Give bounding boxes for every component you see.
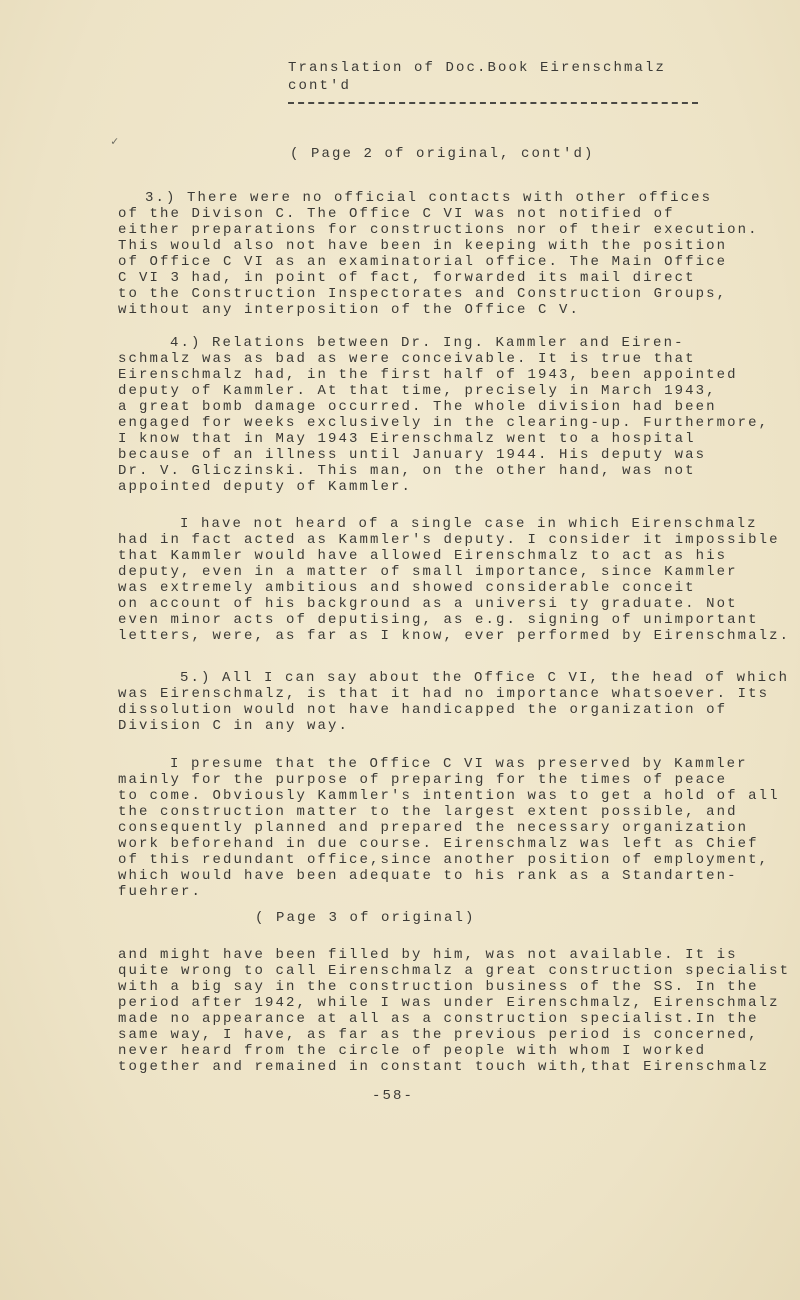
- text-line: without any interposition of the Office C V.: [118, 302, 581, 318]
- text-line: the construction matter to the largest extent possible, and: [118, 804, 738, 820]
- text-line: of the Divison C. The Office C VI was not notified of: [118, 206, 675, 222]
- text-line: mainly for the purpose of preparing for the times of peace: [118, 772, 728, 788]
- text-line: never heard from the circle of people with whom I worked: [118, 1043, 707, 1059]
- text-line: to the Construction Inspectorates and Construction Groups,: [118, 286, 728, 302]
- text-line: 3.) There were no official contacts with other offices: [145, 190, 713, 206]
- text-line: dissolution would not have handicapped the organization of: [118, 702, 728, 718]
- text-line: and might have been filled by him, was not available. It is: [118, 947, 738, 963]
- text-line: a great bomb damage occurred. The whole division had been: [118, 399, 717, 415]
- paragraph-presume: [118, 756, 780, 900]
- document-title: Translation of Doc.Book Eirenschmalz: [288, 60, 667, 76]
- text-line: same way, I have, as far as the previous period is concerned,: [118, 1027, 759, 1043]
- text-line: was Eirenschmalz, is that it had no importance whatsoever. Its: [118, 686, 770, 702]
- contd-label: cont'd: [288, 78, 352, 94]
- page-note-original-2: ( Page 2 of original, cont'd): [290, 146, 595, 162]
- text-line: schmalz was as bad as were conceivable. It is true that: [118, 351, 696, 367]
- text-line: I presume that the Office C VI was preserved by Kammler: [170, 756, 748, 772]
- text-line: because of an illness until January 1944. His deputy was: [118, 447, 707, 463]
- text-line: on account of his background as a universi ty graduate. Not: [118, 596, 738, 612]
- text-line: consequently planned and prepared the necessary organization: [118, 820, 749, 836]
- text-line: either preparations for constructions nor of their execution.: [118, 222, 759, 238]
- page-note-original-3: ( Page 3 of original): [255, 910, 476, 926]
- page-number: -58-: [372, 1088, 415, 1104]
- paragraph-5: [118, 670, 789, 734]
- text-line: together and remained in constant touch with,that Eirenschmalz: [118, 1059, 770, 1075]
- text-line: 4.) Relations between Dr. Ing. Kammler and Eiren-: [170, 335, 685, 351]
- paragraph-deputy: [118, 516, 790, 644]
- text-line: I know that in May 1943 Eirenschmalz went to a hospital: [118, 431, 696, 447]
- text-line: was extremely ambitious and showed considerable conceit: [118, 580, 696, 596]
- text-line: appointed deputy of Kammler.: [118, 479, 413, 495]
- text-line: period after 1942, while I was under Eirenschmalz, Eirenschmalz: [118, 995, 780, 1011]
- text-line: C VI 3 had, in point of fact, forwarded its mail direct: [118, 270, 696, 286]
- text-line: 5.) All I can say about the Office C VI, the head of which: [180, 670, 790, 686]
- paragraph-4: [118, 335, 769, 495]
- text-line: fuehrer.: [118, 884, 203, 900]
- paragraph-3: [118, 190, 759, 318]
- text-line: with a big say in the construction business of the SS. In the: [118, 979, 759, 995]
- text-line: of Office C VI as an examinatorial office. The Main Office: [118, 254, 728, 270]
- text-line: of this redundant office,since another position of employment,: [118, 852, 770, 868]
- text-line: made no appearance at all as a construction specialist.In the: [118, 1011, 759, 1027]
- text-line: Dr. V. Gliczinski. This man, on the other hand, was not: [118, 463, 696, 479]
- text-line: work beforehand in due course. Eirenschmalz was left as Chief: [118, 836, 759, 852]
- text-line: which would have been adequate to his rank as a Standarten-: [118, 868, 738, 884]
- dashed-divider: [288, 102, 698, 104]
- text-line: quite wrong to call Eirenschmalz a great construction specialist: [118, 963, 791, 979]
- text-line: that Kammler would have allowed Eirenschmalz to act as his: [118, 548, 728, 564]
- text-line: I have not heard of a single case in which Eirenschmalz: [180, 516, 758, 532]
- text-line: deputy, even in a matter of small importance, since Kammler: [118, 564, 738, 580]
- text-line: deputy of Kammler. At that time, precisely in March 1943,: [118, 383, 717, 399]
- text-line: engaged for weeks exclusively in the clearing-up. Furthermore,: [118, 415, 770, 431]
- text-line: had in fact acted as Kammler's deputy. I consider it impossible: [118, 532, 780, 548]
- paragraph-final: [118, 947, 790, 1075]
- text-line: letters, were, as far as I know, ever performed by Eirenschmalz.: [118, 628, 791, 644]
- text-line: This would also not have been in keeping with the position: [118, 238, 728, 254]
- text-line: Eirenschmalz had, in the first half of 1943, been appointed: [118, 367, 738, 383]
- text-line: Division C in any way.: [118, 718, 350, 734]
- check-mark: ✓: [111, 135, 119, 149]
- text-line: to come. Obviously Kammler's intention was to get a hold of all: [118, 788, 780, 804]
- text-line: even minor acts of deputising, as e.g. signing of unimportant: [118, 612, 759, 628]
